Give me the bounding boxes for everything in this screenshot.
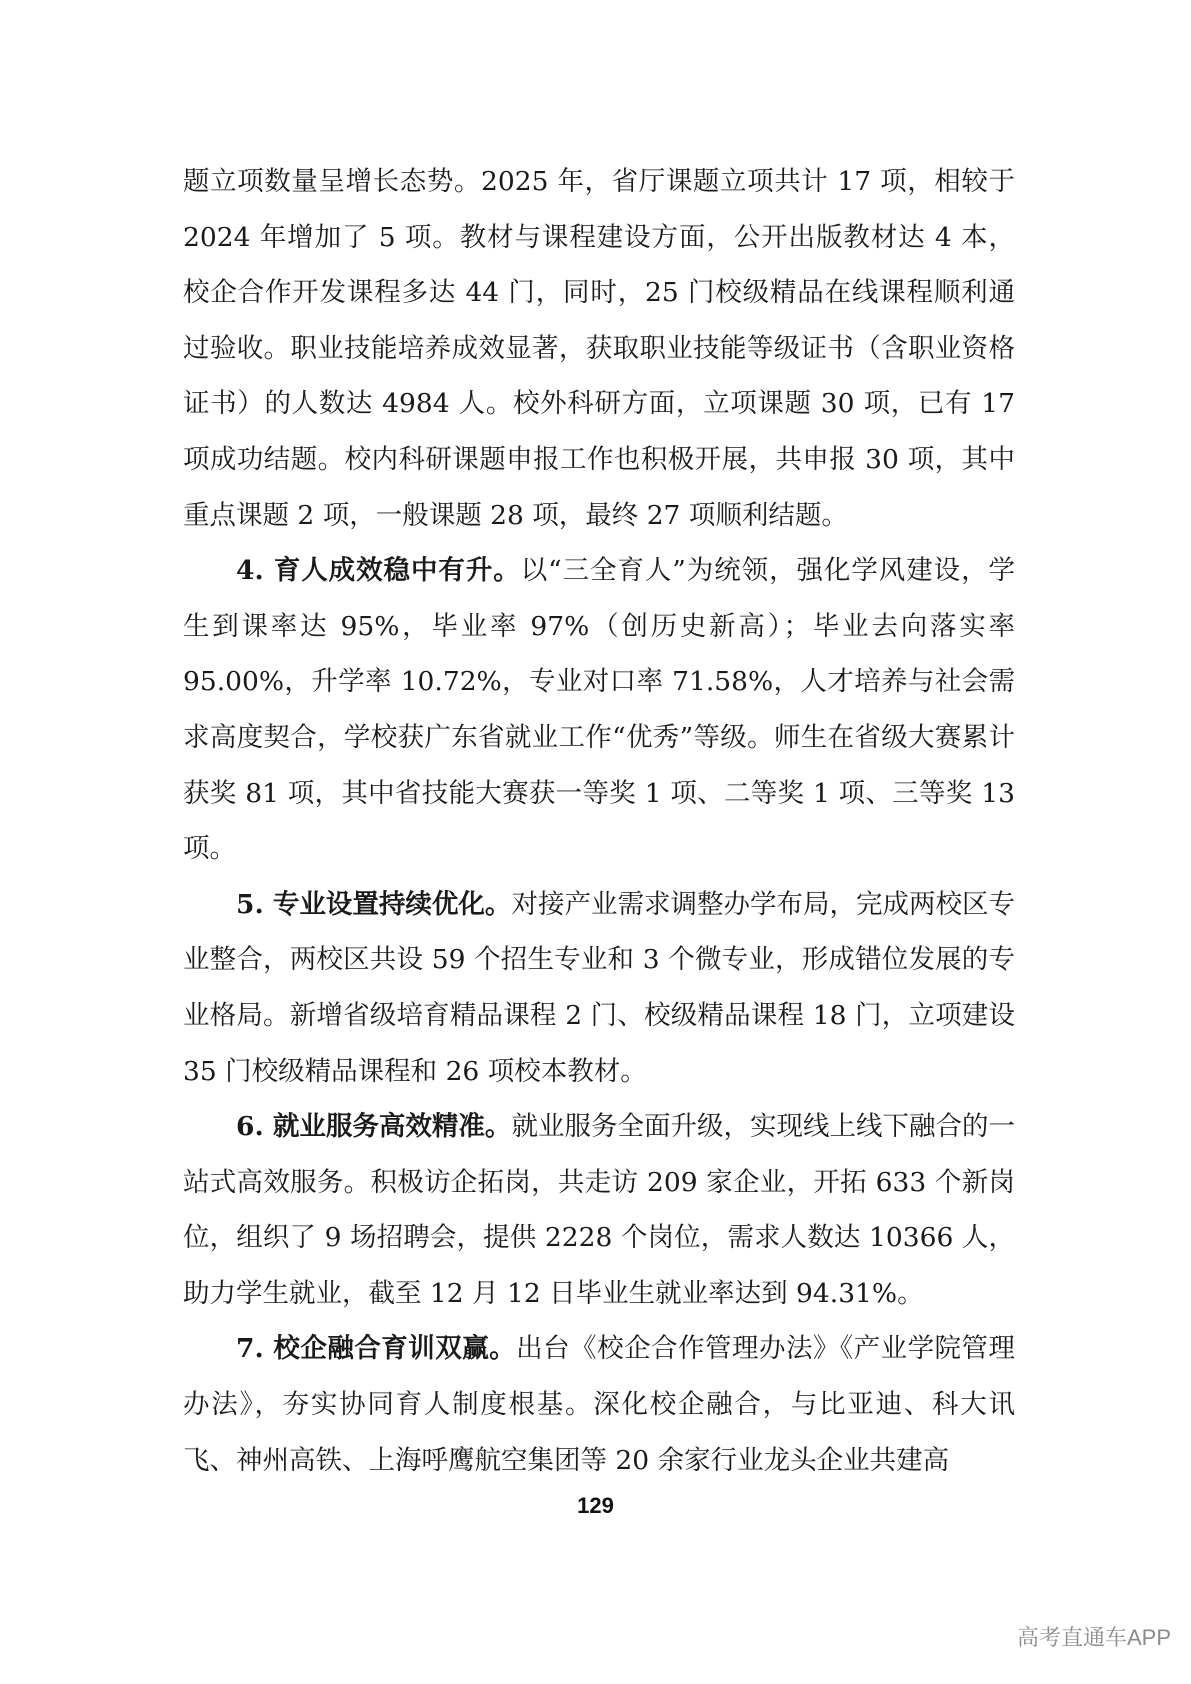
- paragraph-heading: 5. 专业设置持续优化。: [236, 888, 512, 920]
- paragraph-text: 就业服务全面升级，实现线上线下融合的一站式高效服务。积极访企拓岗，共走访 209 家企业，开拓 633 个新岗位，组织了 9 场招聘会，提供 2228 个岗位，需求人数达 10366 人，助力学生就业，截至 12 月 12 日毕业生就业率达到 94.31%。: [183, 1111, 1016, 1309]
- paragraph-text: 出台《校企合作管理办法》《产业学院管理办法》，夯实协同育人制度根基。深化校企融合，与比亚迪、科大讯飞、神州高铁、上海呼鹰航空集团等 20 余家行业龙头企业共建高: [183, 1333, 1016, 1476]
- watermark: 高考直通车APP: [1016, 1625, 1171, 1650]
- paragraph-major-optimization: [183, 877, 1015, 1099]
- document-body: [183, 154, 1015, 1488]
- paragraph-school-enterprise: [183, 1321, 1015, 1488]
- paragraph-heading: 4. 育人成效稳中有升。: [236, 555, 521, 587]
- paragraph-heading: 7. 校企融合育训双赢。: [236, 1333, 517, 1365]
- paragraph-text: 题立项数量呈增长态势。2025 年，省厅课题立项共计 17 项，相较于 2024 年增加了 5 项。教材与课程建设方面，公开出版教材达 4 本，校企合作开发课程多达 44 门，同时，25 门校级精品在线课程顺利通过验收。职业技能培养成效显著，获取职业技能等级证书（含职业资格证书）的人数达 4984 人。校外科研方面，立项课题 30 项，已有 17 项成功结题。校内科研课题申报工作也积极开展，共申报 30 项，其中重点课题 2 项，一般课题 28 项，最终 27 项顺利结题。: [183, 166, 1015, 531]
- paragraph-text: 对接产业需求调整办学布局，完成两校区专业整合，两校区共设 59 个招生专业和 3 个微专业，形成错位发展的专业格局。新增省级培育精品课程 2 门、校级精品课程 18 门，立项建设 35 门校级精品课程和 26 项校本教材。: [183, 888, 1016, 1087]
- paragraph-research-continued: [183, 154, 1015, 543]
- page-number: 129: [577, 1493, 614, 1518]
- paragraph-text: 以“三全育人”为统领，强化学风建设，学生到课率达 95%，毕业率 97%（创历史新高）；毕业去向落实率 95.00%，升学率 10.72%，专业对口率 71.58%，人才培养与社会需求高度契合，学校获广东省就业工作“优秀”等级。师生在省级大赛累计获奖 81 项，其中省技能大赛获一等奖 1 项、二等奖 1 项、三等奖 13 项。: [183, 555, 1015, 865]
- paragraph-employment-service: [183, 1099, 1015, 1321]
- paragraph-education-outcomes: [183, 543, 1015, 877]
- paragraph-heading: 6. 就业服务高效精准。: [236, 1111, 512, 1143]
